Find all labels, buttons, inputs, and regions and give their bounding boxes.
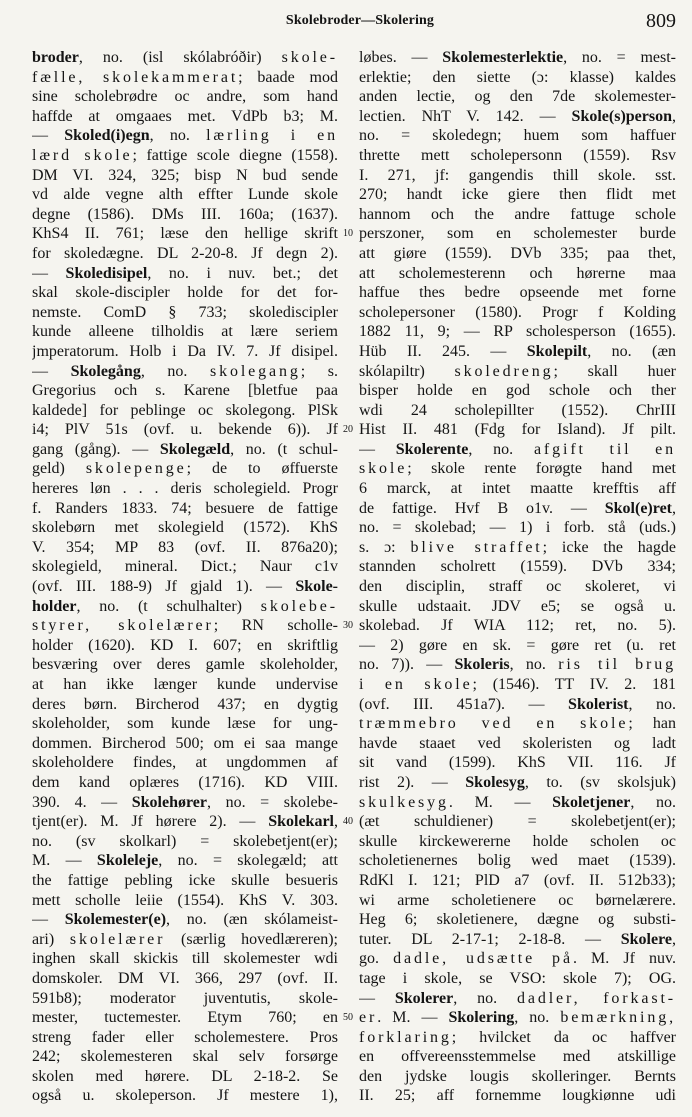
entry-text: the fattige pebling icke skulle besueris — [32, 871, 338, 889]
right-column-line — [359, 655, 676, 675]
running-head: Skolebroder—Skolering — [285, 13, 435, 28]
entry-text: også u. skoleperson. Jf mestere 1), — [32, 1087, 338, 1105]
left-column-line — [32, 420, 338, 440]
entry-text: hereres løn . . . deris scholegield. Progr — [32, 480, 338, 498]
left-column-line — [32, 793, 338, 813]
spaced-definition: lærd skole — [32, 146, 133, 164]
entry-text: — — [359, 989, 395, 1007]
right-column-line — [359, 322, 676, 342]
line-number: 50 — [343, 1012, 353, 1024]
entry-text: (ovf. III. 451a7). — — [359, 695, 569, 713]
entry-text: , no. — [509, 656, 559, 674]
right-column-line — [359, 420, 676, 440]
left-column-line — [32, 185, 338, 205]
entry-text: sit vand (1599). KhS VII. 116. Jf — [359, 754, 676, 772]
spaced-definition: bemærkning, — [560, 1009, 676, 1027]
headword: Skolere — [620, 930, 672, 948]
left-column-line — [32, 577, 338, 597]
right-column-line — [359, 577, 676, 597]
entry-text: for skoledægne. DL 2-20-8. Jf degn 2). — [32, 244, 338, 262]
left-column — [32, 48, 338, 1106]
left-column-line — [32, 832, 338, 852]
right-column — [359, 48, 676, 1106]
headword: holder — [32, 597, 77, 615]
entry-text: skólapiltr) — [359, 362, 455, 380]
entry-text: , no. — [514, 1009, 561, 1027]
spaced-definition: skulkesyg — [359, 793, 449, 811]
headword: Skolepilt — [526, 342, 588, 360]
right-column-line — [359, 812, 676, 832]
left-column-line — [32, 362, 338, 382]
headword: Skolemesterlektie — [442, 49, 564, 66]
entry-text: no. = skolebad; — 1) i forb. stå (uds.) — [359, 519, 676, 537]
page-number: 809 — [646, 10, 676, 32]
entry-text: DM VI. 324, 325; bisp N bud sende — [32, 166, 338, 184]
left-column-line — [32, 459, 338, 479]
entry-text: degne (1586). DMs III. 160a; (1637). — [32, 205, 338, 223]
entry-text: , no. (isl skólabróðir) — [78, 49, 282, 66]
right-column-line — [359, 989, 676, 1009]
right-column-line — [359, 244, 676, 264]
headword: Skolesyg — [465, 773, 525, 791]
right-column-line — [359, 205, 676, 225]
entry-text: no. (sv skolkarl) = skolebetjent(er); — [32, 832, 338, 850]
left-column-line — [32, 48, 338, 68]
right-column-line — [359, 1086, 676, 1106]
right-column-line — [359, 283, 676, 303]
spaced-definition: afgift til en — [533, 440, 676, 458]
right-column-line — [359, 518, 676, 538]
right-column-line — [359, 459, 676, 479]
right-column-line — [359, 264, 676, 284]
entry-text: (ovf. III. 188-9) Jf gjald 1). — — [32, 578, 296, 596]
spaced-definition: skole — [359, 460, 408, 478]
left-column-line — [32, 224, 338, 244]
entry-text: ; (1546). TT IV. 2. 181 — [472, 676, 676, 693]
entry-text: scholepersoner (1580). Progr f Kolding — [359, 303, 676, 321]
left-column-line — [32, 1067, 338, 1087]
left-column-line — [32, 675, 338, 695]
entry-text: . M. — — [377, 1009, 449, 1027]
entry-text: — — [32, 264, 66, 282]
headword: Skolerist — [568, 695, 629, 713]
right-column-line — [359, 616, 676, 636]
headword: Skoled(i)egn — [64, 127, 150, 145]
entry-text: thrette mett scholepersonn (1559). Rsv — [359, 146, 676, 164]
entry-text: haffde at omgaaes met. VdPb b3; M. — [32, 107, 338, 125]
entry-text: — 2) gøre en sk. = gøre ret (u. ret — [359, 636, 676, 654]
left-column-line — [32, 283, 338, 303]
left-column-line — [32, 440, 338, 460]
right-column-line — [359, 851, 676, 871]
left-column-line — [32, 499, 338, 519]
entry-text: , — [672, 499, 676, 517]
entry-text: dommen. Bircherod 500; om ei saa mange — [32, 734, 338, 752]
entry-text: 591b8); moderator juventutis, skole- — [32, 989, 338, 1007]
entry-text: en offvereensstemmelse med atskillige — [359, 1048, 676, 1066]
entry-text: at han ikke længer kunde undervise — [32, 676, 338, 693]
left-column-line — [32, 518, 338, 538]
entry-text: 270; handt icke giere then flidt met — [359, 186, 676, 204]
left-column-line — [32, 107, 338, 127]
entry-text: inghen skall skickis till skolemester wdi — [32, 950, 338, 968]
spaced-definition: skolebe- — [260, 597, 338, 615]
right-column-line — [359, 126, 676, 146]
headword: Skolehører — [131, 793, 208, 811]
entry-text: vd alde vegne alth effter Lunde skole — [32, 186, 338, 204]
right-column-line — [359, 1067, 676, 1087]
entry-text: skal skole-discipler holde for det for- — [32, 284, 338, 302]
entry-text: 390. 4. — — [32, 793, 132, 811]
entry-text: — — [32, 127, 65, 145]
right-column-line — [359, 303, 676, 323]
entry-text: Hist II. 481 (Fdg for Island). Jf pilt. — [359, 421, 676, 439]
right-column-line — [359, 695, 676, 715]
entry-text: nemste. ComD § 733; skolediscipler — [32, 303, 338, 321]
entry-text: besværing over deres gamle skoleholder, — [32, 656, 338, 674]
left-column-line — [32, 401, 338, 421]
left-column-line — [32, 891, 338, 911]
spaced-definition: skolepenge — [85, 460, 187, 478]
entry-text: ; baade mod — [238, 68, 338, 86]
entry-text: , — [334, 813, 338, 831]
entry-text: lectien. NhT V. 142. — — [359, 107, 572, 125]
right-column-line — [359, 401, 676, 421]
right-column-line — [359, 557, 676, 577]
right-column-line — [359, 793, 676, 813]
entry-text: anden lectie, og den 7de skolemester- — [359, 88, 676, 106]
entry-text: , no. (æn — [587, 342, 676, 360]
right-column-line — [359, 479, 676, 499]
right-column-line — [359, 675, 676, 695]
right-column-line — [359, 753, 676, 773]
entry-text: 6 marck, at intet maatte krefftis aff — [359, 480, 676, 498]
spaced-definition: dadler, forkast- — [516, 989, 676, 1007]
entry-text: jmperatorum. Holb i Da IV. 7. Jf disipel. — [32, 342, 338, 360]
line-number: 40 — [343, 816, 353, 828]
left-column-line — [32, 205, 338, 225]
right-column-line — [359, 949, 676, 969]
spaced-definition: træmmebro ved en skole — [359, 715, 629, 733]
entry-text: KhS4 II. 761; læse den hellige skrift — [32, 225, 338, 243]
left-column-line — [32, 303, 338, 323]
entry-text: skolen med hørere. DL 2-18-2. Se — [32, 1067, 338, 1085]
left-column-line — [32, 989, 338, 1009]
right-column-line — [359, 891, 676, 911]
headword: Skoleleje — [96, 852, 159, 870]
left-column-line — [32, 244, 338, 264]
left-column-line — [32, 1047, 338, 1067]
entry-text: ari) — [32, 930, 70, 948]
right-column-line — [359, 342, 676, 362]
entry-text: — — [359, 440, 396, 458]
entry-text: bisper holde en god schole och ther — [359, 382, 676, 400]
entry-text: , no. — [149, 127, 207, 145]
left-column-line — [32, 538, 338, 558]
spaced-definition: er — [359, 1009, 378, 1027]
right-column-line — [359, 930, 676, 950]
right-column-line — [359, 440, 676, 460]
right-column-line — [359, 969, 676, 989]
spaced-definition: blive straffet — [410, 538, 543, 556]
right-column-line — [359, 832, 676, 852]
right-column-line — [359, 224, 676, 244]
entry-text: I. 271, jf: gangendis thill skole. sst. — [359, 166, 676, 184]
entry-text: , no. — [468, 440, 534, 458]
entry-text: M. — — [32, 852, 97, 870]
entry-text: Heg 6; skoletienere, dægne og substi- — [359, 911, 676, 929]
entry-text: skolegield, mineral. Dict.; Naur c1v — [32, 558, 338, 576]
right-column-line — [359, 910, 676, 930]
entry-text: kunde alleene tilholdis at lære seriem — [32, 323, 338, 341]
spaced-definition: dadle, udsætte på — [393, 950, 573, 968]
entry-text: hannom och the andre fattuge schole — [359, 205, 676, 223]
spaced-definition: ris til brug — [558, 656, 676, 674]
entry-text: tage i skole, se VSO: skole 7); OG. — [359, 969, 676, 987]
entry-text: mester, tuctemester. Etym 760; en — [32, 1009, 338, 1027]
right-column-line — [359, 714, 676, 734]
entry-text: RdKl I. 121; PlD a7 (ovf. II. 512b33); — [359, 871, 676, 889]
entry-text: , no. = skolegæld; att — [158, 852, 338, 870]
entry-text: den disciplin, straff oc skoleret, vi — [359, 578, 676, 596]
entry-text: , no. = skolebe- — [207, 793, 338, 811]
right-column-line — [359, 87, 676, 107]
left-column-line — [32, 695, 338, 715]
entry-text: mett scholle leiie (1554). KhS V. 303. — [32, 891, 338, 909]
right-column-line — [359, 1008, 676, 1028]
headword: Skolegång — [70, 362, 141, 380]
spaced-definition: skolelærer — [69, 930, 166, 948]
entry-text: , no. (t schul- — [230, 440, 338, 458]
entry-text: , no. — [453, 989, 517, 1007]
entry-text: II. 25; aff fornemme lougkiønne udi — [359, 1087, 676, 1105]
line-number: 30 — [343, 620, 353, 632]
entry-text: , no. — [630, 793, 676, 811]
entry-text: no. 7)). — — [359, 656, 455, 674]
left-column-line — [32, 851, 338, 871]
entry-text: go. — [359, 950, 394, 968]
right-column-line — [359, 362, 676, 382]
left-column-line — [32, 969, 338, 989]
headword: Skolerer — [394, 989, 454, 1007]
left-column-line — [32, 1086, 338, 1106]
left-column-line — [32, 773, 338, 793]
spaced-definition: i en skole — [359, 676, 473, 693]
entry-text: ; hvilcket da oc haffver — [451, 1028, 676, 1046]
spaced-definition: forklaring — [359, 1028, 452, 1046]
left-column-line — [32, 1008, 338, 1028]
left-column-line — [32, 146, 338, 166]
left-column-line — [32, 636, 338, 656]
entry-text: s. ɔ: — [359, 538, 411, 556]
entry-text: skolebad. Jf WIA 112; ret, no. 5). — [359, 617, 676, 635]
headword: Skolering — [448, 1009, 515, 1027]
entry-text: skolebørn met skolegield (1572). KhS — [32, 519, 338, 537]
entry-text: no. = skoledegn; huem som haffuer — [359, 127, 676, 145]
right-column-line — [359, 636, 676, 656]
entry-text: , no. i nuv. bet.; det — [147, 264, 338, 282]
entry-text: , no. = mest- — [563, 49, 676, 66]
left-column-line — [32, 714, 338, 734]
left-column-line — [32, 655, 338, 675]
entry-text: . M. Jf nuv. — [572, 950, 676, 968]
entry-text: . M. — — [448, 793, 553, 811]
entry-text: att giøre (1559). DVb 335; paa thet, — [359, 244, 676, 262]
entry-text: , to. (sv skolsjuk) — [524, 773, 676, 791]
line-number: 20 — [343, 424, 353, 436]
left-column-line — [32, 166, 338, 186]
entry-text: havde staaet ved skoleristen og ladt — [359, 734, 676, 752]
headword: Skolemester(e) — [64, 911, 167, 929]
left-column-line — [32, 1028, 338, 1048]
left-column-line — [32, 734, 338, 754]
entry-text: (æt schuldiener) = skolebetjent(er); — [359, 813, 676, 831]
left-column-line — [32, 479, 338, 499]
right-column-line — [359, 68, 676, 88]
entry-text: domskoler. DM VI. 366, 297 (ovf. II. — [32, 969, 338, 987]
entry-text: V. 354; MP 83 (ovf. II. 876a20); — [32, 538, 338, 556]
left-column-line — [32, 949, 338, 969]
entry-text: ; RN scholle- — [213, 617, 338, 635]
headword: Skolerente — [395, 440, 469, 458]
left-column-line — [32, 342, 338, 362]
entry-text: geld) — [32, 460, 86, 478]
right-column-line — [359, 107, 676, 127]
entry-text: ; skall huer — [553, 362, 676, 380]
entry-text: rist 2). — — [359, 773, 466, 791]
headword: Skol(e)ret — [604, 499, 672, 517]
entry-text: perszoner, som en scholemester burde — [359, 225, 676, 243]
entry-text: gang (gång). — — [32, 440, 160, 458]
entry-text: de fattige. Hvf B o1v. — — [359, 499, 605, 517]
headword: Skolekarl — [268, 813, 334, 831]
left-column-line — [32, 87, 338, 107]
entry-text: løbes. — — [359, 49, 443, 66]
entry-text: tjent(er). M. Jf hørere 2). — — [32, 813, 269, 831]
entry-text: skulle kirckewererne holde scholen oc — [359, 832, 676, 850]
left-column-line — [32, 812, 338, 832]
left-column-line — [32, 322, 338, 342]
headword: Skoledisipel — [65, 264, 148, 282]
headword: Skole- — [295, 578, 338, 596]
entry-text: , no. (æn skólameist- — [166, 911, 338, 929]
spaced-definition: lærling i en — [206, 127, 338, 145]
entry-text: , no. — [140, 362, 210, 380]
entry-text: ; icke the hagde — [542, 538, 676, 556]
right-column-line — [359, 381, 676, 401]
entry-text: streng fader eller scholemestere. Pros — [32, 1028, 338, 1046]
entry-text: i4; PlV 51s (ovf. u. bekende 6)). Jf — [32, 421, 338, 439]
left-column-line — [32, 753, 338, 773]
entry-text: wi arme scholetienere oc børnelærere. — [359, 891, 676, 909]
right-column-line — [359, 146, 676, 166]
left-column-line — [32, 597, 338, 617]
right-column-line — [359, 48, 676, 68]
headword: Skoletjener — [552, 793, 631, 811]
right-column-line — [359, 1028, 676, 1048]
entry-text: kaldede] for peblinge oc skolegong. PlSk — [32, 401, 338, 419]
entry-text: — — [32, 362, 71, 380]
entry-text: 242; skolemesteren skal selv forsørge — [32, 1048, 338, 1066]
entry-text: tuter. DL 2-17-1; 2-18-8. — — [359, 930, 621, 948]
entry-text: Hüb II. 245. — — [359, 342, 527, 360]
right-column-line — [359, 538, 676, 558]
entry-text: deres børn. Bircherod 437; en dygtig — [32, 695, 338, 713]
entry-text: den jydske lougis skolleringer. Bernts — [359, 1067, 676, 1085]
entry-text: dem kand oplæres (1716). KD VIII. — [32, 773, 338, 791]
left-column-line — [32, 68, 338, 88]
spaced-definition: skole- — [281, 49, 338, 66]
right-column-line — [359, 166, 676, 186]
entry-text: 1882 11, 9; — RP scholesperson (1655). — [359, 323, 676, 341]
entry-text: haffue thes bedre opseende met forne — [359, 284, 676, 302]
spaced-definition: fælle, skolekammerat — [32, 68, 239, 86]
right-column-line — [359, 871, 676, 891]
entry-text: , no. — [628, 695, 676, 713]
left-column-line — [32, 381, 338, 401]
right-column-line — [359, 1047, 676, 1067]
left-column-line — [32, 616, 338, 636]
right-column-line — [359, 597, 676, 617]
entry-text: att scholemesterenn och hørerne maa — [359, 264, 676, 282]
entry-text: wdi 24 scholepillter (1552). ChrIII — [359, 401, 676, 419]
left-column-line — [32, 910, 338, 930]
entry-text: (særlig hovedlæreren); — [165, 930, 338, 948]
entry-text: skulle udstaait. JDV e5; se også u. — [359, 597, 676, 615]
spaced-definition: skolegang — [209, 362, 301, 380]
right-column-line — [359, 734, 676, 754]
entry-text: skoleholdere findes, at ungdommen af — [32, 754, 338, 772]
entry-text: erlektie; den siette (ɔ: klasse) kaldes — [359, 68, 676, 86]
entry-text: Gregorius och s. Karene [bletfue paa — [32, 382, 338, 400]
headword: broder — [32, 49, 79, 66]
entry-text: , no. (t schulhalter) — [76, 597, 261, 615]
entry-text: — — [32, 911, 65, 929]
spaced-definition: styrer, skolelærer — [32, 617, 214, 635]
entry-text: ; s. — [300, 362, 338, 380]
entry-text: ; han — [628, 715, 676, 733]
entry-text: , — [672, 930, 676, 948]
left-column-line — [32, 930, 338, 950]
headword: Skolegæld — [159, 440, 231, 458]
entry-text: , — [672, 107, 676, 125]
entry-text: ; skole rente forøgte hand met — [407, 460, 676, 478]
entry-text: scholetienernes bolig wed maet (1539). — [359, 852, 676, 870]
entry-text: ; de to øffuerste — [186, 460, 338, 478]
entry-text: sine scholebrødre oc andre, som hand — [32, 88, 338, 106]
entry-text: stannden scholrett (1559). DVb 334; — [359, 558, 676, 576]
left-column-line — [32, 264, 338, 284]
right-column-line — [359, 773, 676, 793]
entry-text: skoleholder, som kunde læse for ung- — [32, 715, 338, 733]
line-number-gutter — [339, 48, 357, 1108]
entry-text: f. Randers 1833. 74; besuere de fattige — [32, 499, 338, 517]
headword: Skoleris — [454, 656, 510, 674]
left-column-line — [32, 871, 338, 891]
right-column-line — [359, 499, 676, 519]
right-column-line — [359, 185, 676, 205]
entry-text: ; fattige scole diegne (1558). — [132, 146, 338, 164]
headword: Skole(s)person — [571, 107, 672, 125]
entry-text: holder (1620). KD I. 607; en skriftlig — [32, 636, 338, 654]
spaced-definition: skoledreng — [454, 362, 554, 380]
left-column-line — [32, 557, 338, 577]
line-number: 10 — [343, 228, 353, 240]
left-column-line — [32, 126, 338, 146]
